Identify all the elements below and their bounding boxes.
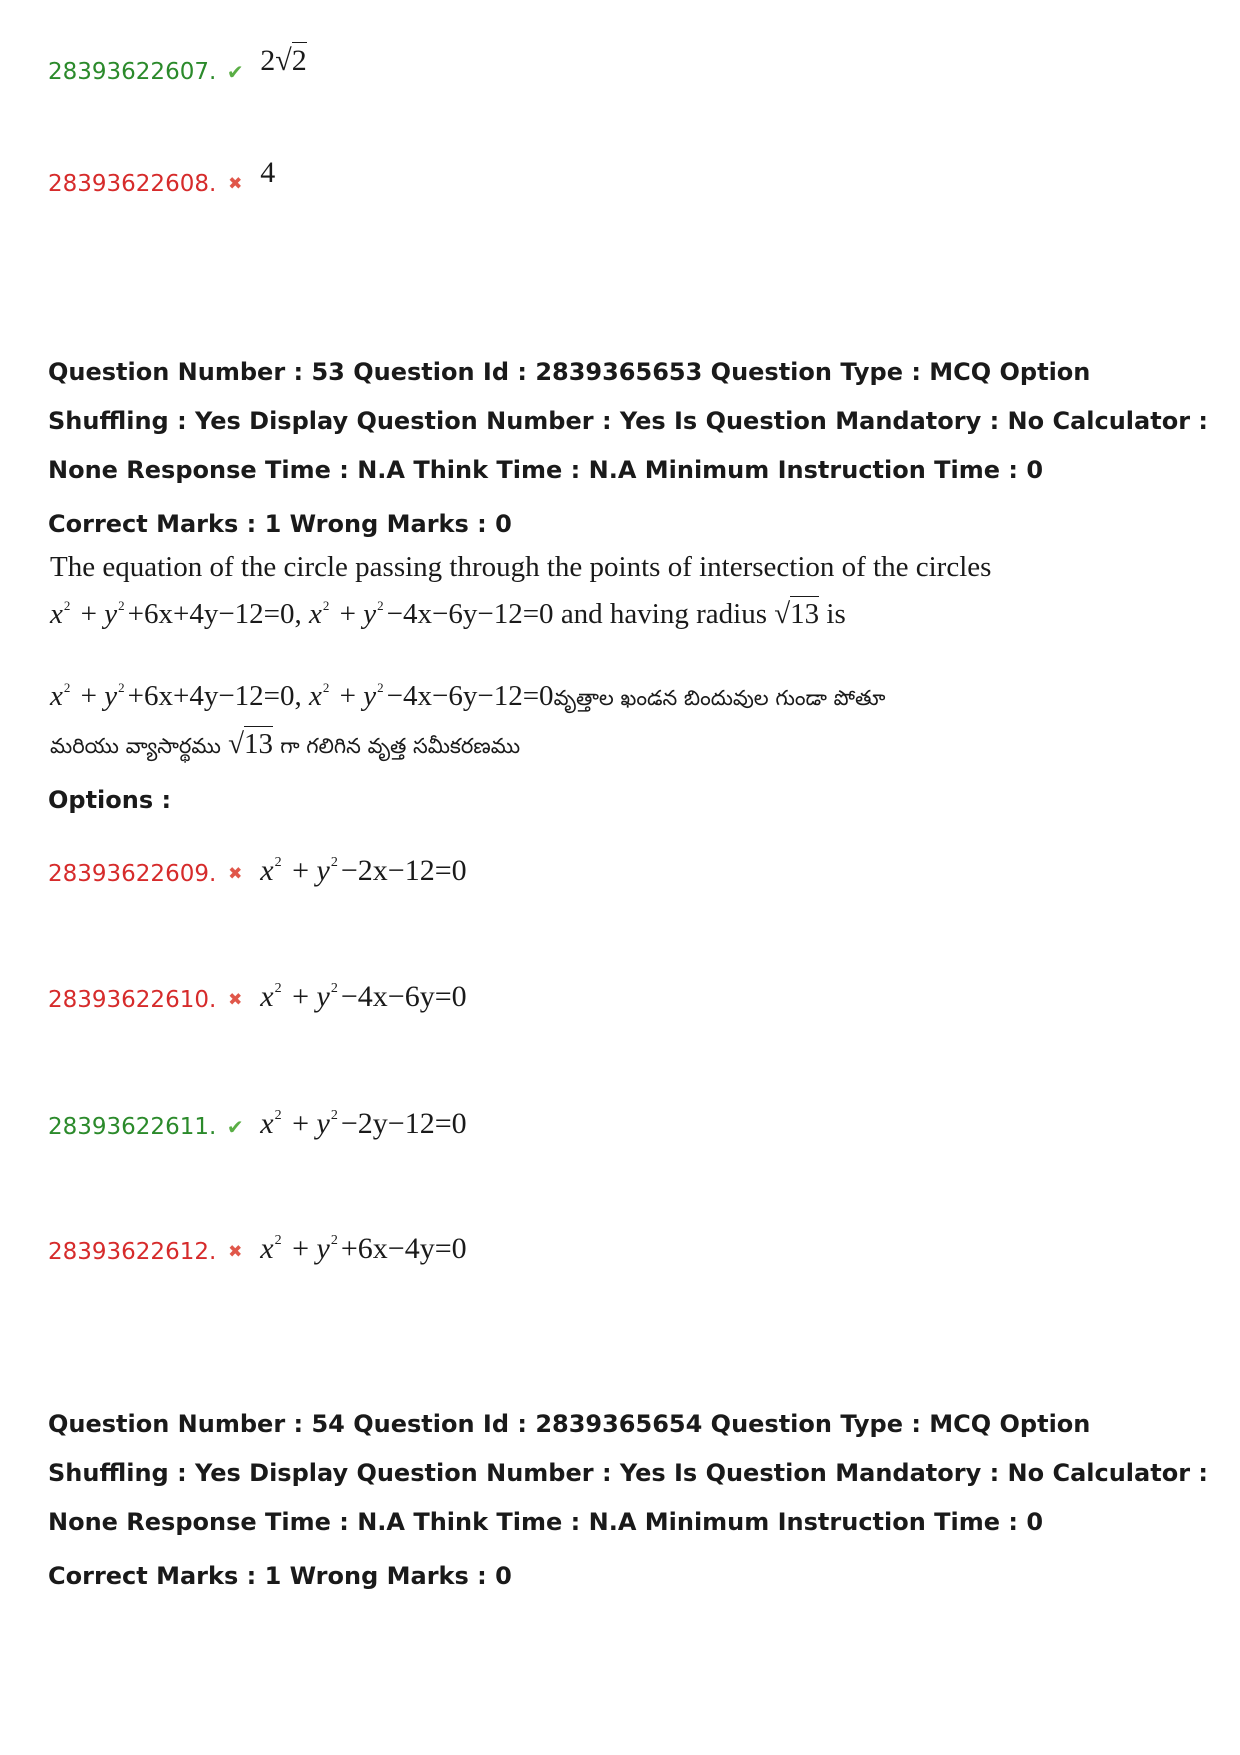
option-math: $x^2 + y^2 -2x-12=0$ bbox=[260, 854, 467, 887]
cross-icon: ✖ bbox=[228, 174, 243, 194]
question-54-marks: Correct Marks : 1 Wrong Marks : 0 bbox=[48, 1562, 512, 1590]
option-28393622608 bbox=[48, 156, 276, 198]
option-28393622610 bbox=[48, 980, 467, 1014]
question-53-text-en-line1: The equation of the circle passing through the points of intersection of the circles bbox=[50, 551, 992, 583]
option-28393622609 bbox=[48, 854, 467, 888]
option-math: 2√2 bbox=[260, 44, 307, 77]
option-28393622607 bbox=[48, 44, 307, 86]
option-28393622612 bbox=[48, 1232, 467, 1266]
option-math: $x^2 + y^2 -2y-12=0$ bbox=[260, 1107, 467, 1140]
option-id: 28393622611. bbox=[48, 1114, 217, 1140]
option-id: 28393622610. bbox=[48, 987, 217, 1013]
check-icon: ✔ bbox=[226, 1115, 244, 1139]
question-53-marks: Correct Marks : 1 Wrong Marks : 0 bbox=[48, 510, 512, 538]
cross-icon: ✖ bbox=[228, 864, 243, 884]
option-math: 4 bbox=[260, 156, 276, 189]
option-id: 28393622612. bbox=[48, 1239, 217, 1265]
question-53-text-te-line1: $x^2 + y^2 +6x+4y-12=0$, $x^2 + y^2$ −4x−6y−12=0వృత్తాల ఖండన బిందువుల గుండా పోతూ bbox=[50, 680, 886, 712]
cross-icon: ✖ bbox=[228, 990, 243, 1010]
cross-icon: ✖ bbox=[228, 1242, 243, 1262]
option-28393622611 bbox=[48, 1107, 467, 1141]
option-id: 28393622609. bbox=[48, 861, 217, 887]
question-53-meta: Question Number : 53 Question Id : 2839365653 Question Type : MCQ Option Shuffling : Yes Display Question Number : Yes Is Question Mandatory : No Calculator : None Response Time : N.A Think Time : N.A Minimum Instruction Time : 0 bbox=[48, 358, 1208, 484]
options-label: Options : bbox=[48, 786, 172, 814]
question-53-text-en-line2: $x^2 + y^2 +6x+4y-12=0$, $x^2 + y^2 -4x-6y-12=0$ and having radius √13 is bbox=[50, 598, 846, 630]
question-53-text-te-line2: మరియు వ్యాసార్థము √13 గా గలిగిన వృత్త సమీకరణము bbox=[50, 728, 521, 760]
check-icon: ✔ bbox=[226, 60, 244, 84]
question-54-meta: Question Number : 54 Question Id : 2839365654 Question Type : MCQ Option Shuffling : Yes Display Question Number : Yes Is Question Mandatory : No Calculator : None Response Time : N.A Think Time : N.A Minimum Instruction Time : 0 bbox=[48, 1410, 1208, 1536]
option-math: $x^2 + y^2 -4x-6y=0$ bbox=[260, 980, 467, 1013]
option-id: 28393622608. bbox=[48, 171, 217, 197]
option-id: 28393622607. bbox=[48, 59, 217, 85]
option-math: $x^2 + y^2 +6x-4y=0$ bbox=[260, 1232, 467, 1265]
